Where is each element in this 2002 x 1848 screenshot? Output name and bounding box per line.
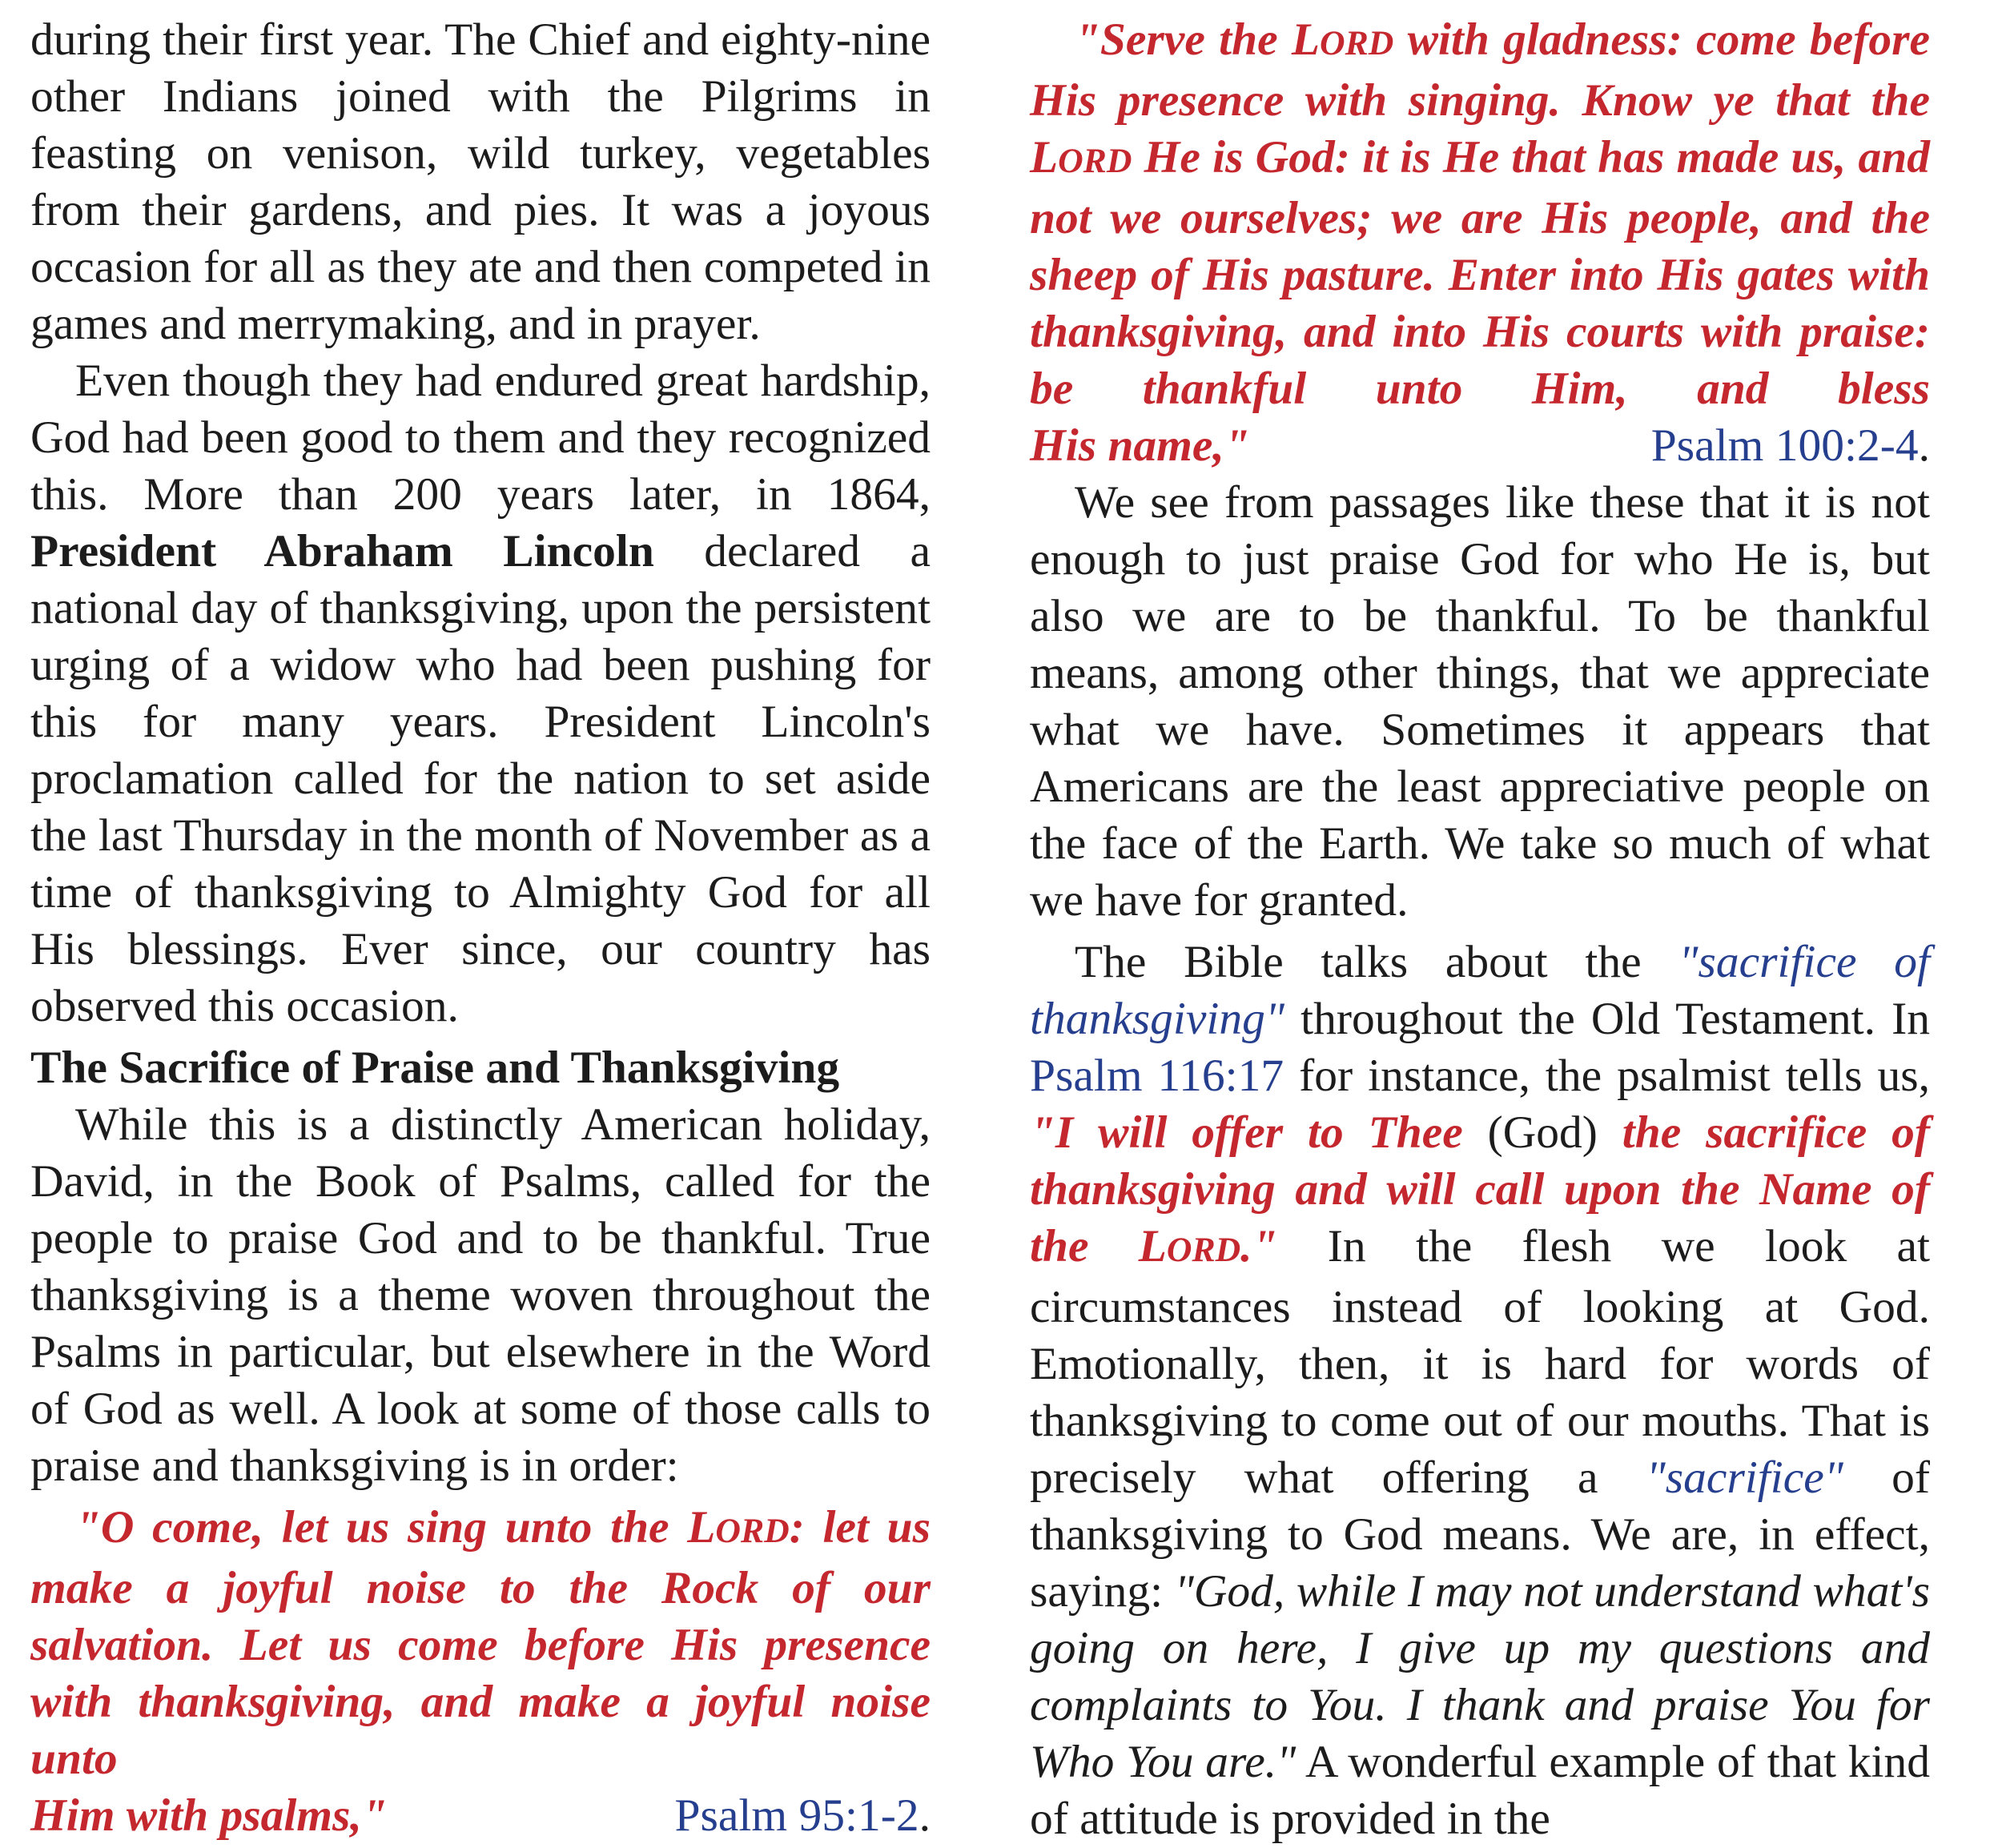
- reference-psalm-95: Psalm 95:1-2: [674, 1790, 919, 1841]
- right-column: [1030, 11, 1930, 1847]
- reference-psalm-100: Psalm 100:2-4: [1650, 420, 1919, 471]
- lincoln-name: President Abraham Lincoln: [30, 526, 654, 576]
- quote-psalm-100-last-line: His name," Psalm 100:2-4.: [1030, 420, 1930, 471]
- paragraph-thankful: We see from passages like these that it is not enough to just praise God for who He is, but also we are to be thankful. To be thankful means, among other things, that we appreciate what we have. Sometimes it appears that Americans are the least appreciative people on the face of the Earth. We take so much of what we have for granted.: [1030, 477, 1930, 926]
- quote-psalm-95: "O come, let us sing unto the LORD: let us make a joyful noise to the Rock of our salvation. Let us come before His presence with thanksgiving, and make a joyful noise unto: [30, 1502, 931, 1784]
- left-column: [30, 11, 931, 1844]
- paragraph-psalms: While this is a distinctly American holiday, David, in the Book of Psalms, called for the people to praise God and to be thankful. True thanksgiving is a theme woven throughout the Psalms in particular, but elsewhere in the Word of God as well. A look at some of those calls to praise and thanksgiving is in order:: [30, 1099, 931, 1491]
- paragraph-feast: during their first year. The Chief and eighty-nine other Indians joined with the Pilgrims in feasting on venison, wild turkey, vegetables from their gardens, and pies. It was a joyous occasion for all as they ate and then competed in games and merrymaking, and in prayer.: [30, 14, 931, 349]
- sacrifice-of-thanksgiving-phrase: "sacrifice of thanksgiving": [1030, 937, 1930, 1044]
- quote-psalm-100: "Serve the LORD with gladness: come before His presence with singing. Know ye that the LORD He is God: it is He that has made us, and not we ourselves; we are His people, and the sheep of His pasture. Enter into His gates with thanksgiving, and into His courts with praise: be thankful unto Him, and bless: [1030, 14, 1930, 414]
- quote-psalm-116-a: "I will offer to Thee: [1030, 1107, 1463, 1158]
- section-heading: The Sacrifice of Praise and Thanksgiving: [30, 1043, 840, 1093]
- paragraph-sacrifice: The Bible talks about the "sacrifice of thanksgiving" throughout the Old Testament. In Psalm 116:17 for instance, the psalmist tells us, "I will offer to Thee (God) the sacrifice of thanksgiving and will call upon the Name of the LORD." In the flesh we look at circumstances instead of looking at God. Emotionally, then, it is hard for words of thanksgiving to come out of our mouths. That is precisely what offering a "sacrifice" of thanksgiving to God means. We are, in effect, saying: "God, while I may not understand what's going on here, I give up my questions and complaints to You. I thank and praise You for Who You are." A wonderful example of that kind of attitude is provided in the: [1030, 937, 1931, 1844]
- quote-psalm-116-b: the sacrifice of thanksgiving and will call upon the Name of the LORD.": [1030, 1107, 1931, 1272]
- sacrifice-word: "sacrifice": [1646, 1452, 1843, 1503]
- prayer-quote: "God, while I may not understand what's going on here, I give up my questions and complaints to You. I thank and praise You for Who You are.": [1030, 1566, 1931, 1787]
- paragraph-lincoln: Even though they had endured great hardship, God had been good to them and they recognized this. More than 200 years later, in 1864, President Abraham Lincoln declared a national day of thanksgiving, upon the persistent urging of a widow who had been pushing for this for many years. President Lincoln's proclamation called for the nation to set aside the last Thursday in the month of November as a time of thanksgiving to Almighty God for all His blessings. Ever since, our country has observed this occasion.: [30, 356, 931, 1031]
- quote-psalm-95-last-line: Him with psalms," Psalm 95:1-2.: [30, 1790, 931, 1841]
- reference-psalm-116: Psalm 116:17: [1030, 1051, 1284, 1101]
